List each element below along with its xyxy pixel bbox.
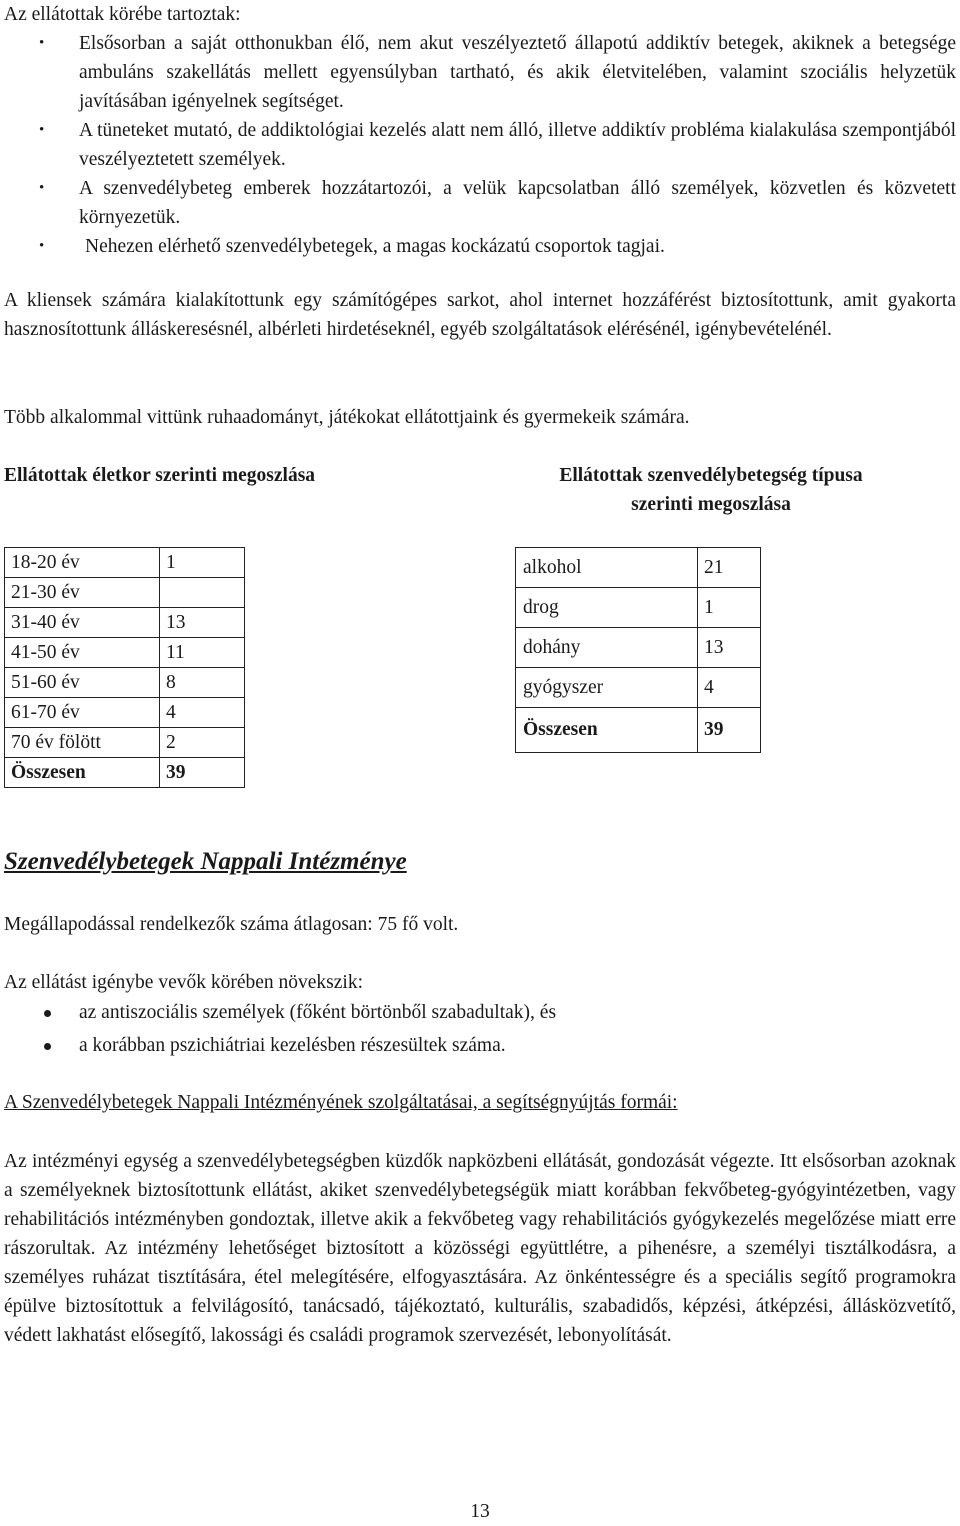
age-total-value: 39 [160, 758, 245, 788]
type-total-label: Összesen [516, 708, 698, 753]
type-label: alkohol [516, 548, 698, 588]
age-table [4, 547, 245, 788]
section-title: Szenvedélybetegek Nappali Intézménye [4, 848, 407, 875]
type-value: 4 [698, 668, 761, 708]
table-row [5, 668, 245, 698]
table-total-row [516, 708, 761, 753]
table-row [516, 668, 761, 708]
age-label: 18-20 év [5, 548, 160, 578]
table-row [5, 608, 245, 638]
table-row [5, 638, 245, 668]
agreement-text: Megállapodással rendelkezők száma átlagosan: 75 fő volt. [4, 914, 459, 935]
page-number: 13 [470, 1501, 490, 1522]
services-heading: A Szenvedélybetegek Nappali Intézményének szolgáltatásai, a segítségnyújtás formái: [4, 1092, 678, 1113]
computer-corner-paragraph: A kliensek számára kialakítottunk egy számítógépes sarkot, ahol internet hozzáférést biztosítottunk, amit gyakorta hasznosítottunk álláskeresésnél, albérleti hirdetéseknél, egyéb szolgáltatások elérésénél, igénybevételénél. [4, 290, 956, 340]
services-paragraph: Az intézményi egység a szenvedélybetegségben küzdők napközbeni ellátását, gondozását végezte. Itt elsősorban azoknak a személyeknek biztosítottunk ellátást, akiket szenvedélybetegségük miatt korábban fekvőbeteg-gyógyintézetben, vagy rehabilitációs intézményben gondoztak, illetve akik a fekvőbeteg vagy rehabilitációs gyógykezelés megelőzése miatt erre rászorultak. Az intézmény lehetőséget biztosított a közösségi együttlétre, a pihenésre, a személyi tisztálkodásra, a személyes ruházat tisztítására, étel melegítésére, elfogyasztására. Az önkéntességre és a speciális segítő programokra épülve biztosítottuk a felvilágosító, tanácsadó, tájékoztató, kulturális, szabadidős, képzési, átképzési, állásközvetítő, védett lakhatást elősegítő, lakossági és családi programok szervezését, lebonyolítását. [4, 1151, 956, 1346]
age-label: 21-30 év [5, 578, 160, 608]
age-value [160, 578, 245, 608]
table-row [516, 628, 761, 668]
type-table-title-line1: Ellátottak szenvedélybetegség típusa [559, 465, 863, 486]
type-label: gyógyszer [516, 668, 698, 708]
list-item: az antiszociális személyek (főként börtönből szabadultak), és [79, 998, 956, 1031]
table-row [5, 548, 245, 578]
age-total-label: Összesen [5, 758, 160, 788]
table-row [5, 728, 245, 758]
type-label: dohány [516, 628, 698, 668]
age-label: 51-60 év [5, 668, 160, 698]
age-table-title: Ellátottak életkor szerinti megoszlása [4, 465, 316, 486]
type-total-value: 39 [698, 708, 761, 753]
type-table-title [466, 461, 956, 519]
age-value: 11 [160, 638, 245, 668]
table-row [5, 698, 245, 728]
age-value: 1 [160, 548, 245, 578]
age-value: 8 [160, 668, 245, 698]
growth-lead: Az ellátást igénybe vevők körében növekszik: [4, 972, 364, 993]
age-label: 31-40 év [5, 608, 160, 638]
list-item: • Nehezen elérhető szenvedélybetegek, a magas kockázatú csoportok tagjai. [79, 232, 956, 261]
list-item: a korábban pszichiátriai kezelésben részesültek száma. [79, 1031, 956, 1060]
age-label: 61-70 év [5, 698, 160, 728]
list-item: • A szenvedélybeteg emberek hozzátartozói, a velük kapcsolatban álló személyek, közvetlen és közvetett környezetük. [79, 174, 956, 232]
type-value: 1 [698, 588, 761, 628]
intro-bullet-list [79, 29, 956, 261]
type-table [515, 547, 761, 753]
table-total-row [5, 758, 245, 788]
intro-lead: Az ellátottak körébe tartoztak: [4, 4, 241, 25]
table-row [516, 548, 761, 588]
age-label: 70 év fölött [5, 728, 160, 758]
age-value: 2 [160, 728, 245, 758]
type-label: drog [516, 588, 698, 628]
type-value: 21 [698, 548, 761, 588]
table-row [5, 578, 245, 608]
list-item: • Elsősorban a saját otthonukban élő, nem akut veszélyeztető állapotú addiktív betegek, akiknek a betegsége ambuláns szakellátás mellett egyensúlyban tartható, és akik életvitelében, valamint szociális helyzetük javításában igényelnek segítséget. [79, 29, 956, 116]
table-row [516, 588, 761, 628]
type-value: 13 [698, 628, 761, 668]
age-label: 41-50 év [5, 638, 160, 668]
list-item: • A tüneteket mutató, de addiktológiai kezelés alatt nem álló, illetve addiktív probléma kialakulása szempontjából veszélyeztetett személyek. [79, 116, 956, 174]
type-table-title-line2: szerinti megoszlása [631, 494, 791, 515]
growth-bullet-list [79, 998, 956, 1060]
age-value: 4 [160, 698, 245, 728]
donations-paragraph: Több alkalommal vittünk ruhaadományt, játékokat ellátottjaink és gyermekeik számára. [4, 407, 690, 428]
age-value: 13 [160, 608, 245, 638]
